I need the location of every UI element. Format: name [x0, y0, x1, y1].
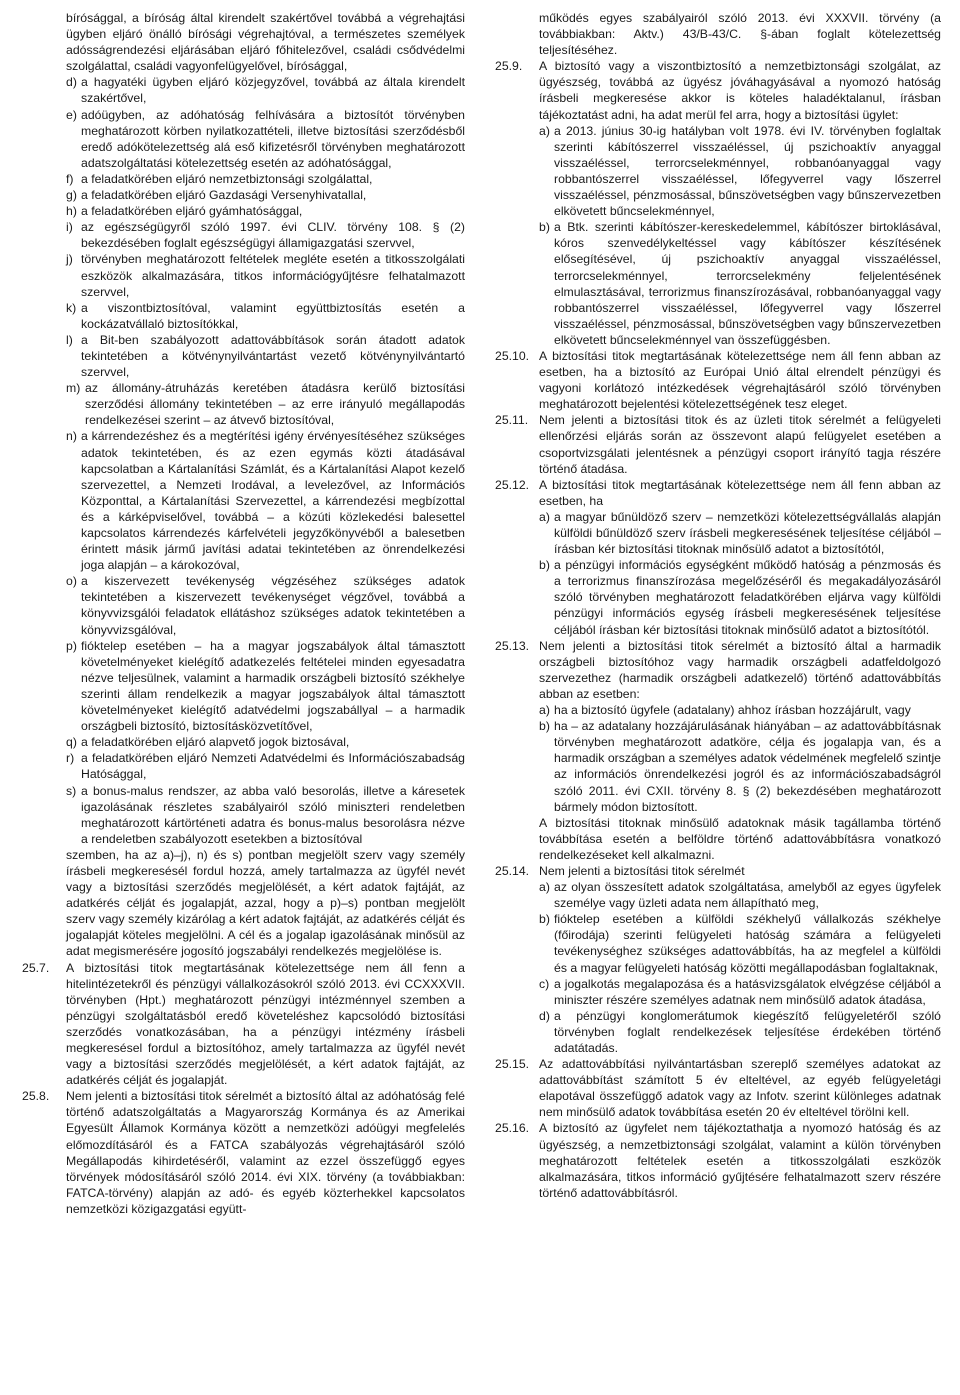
- item-label: f): [66, 171, 74, 186]
- item-text: törvényben meghatározott feltételek megléte esetén a titkosszolgálati eszközök alkalmazására, titkos információgyűjtésre felhatalmazott szervvel,: [81, 252, 465, 299]
- section-number: 25.8.: [22, 1089, 50, 1104]
- section-25-12: [495, 477, 941, 509]
- section-number: 25.9.: [495, 59, 523, 74]
- item-text: a jogalkotás megalapozása és a hatásvizsgálatok elvégzése céljából a miniszter részére személyes adatnak nem minősülő adatok átadása,: [554, 976, 941, 1007]
- left-lead-paragraph: [22, 10, 465, 74]
- list-item-a: [495, 879, 941, 911]
- list-item-q: [22, 734, 465, 750]
- section-number: 25.15.: [495, 1057, 530, 1072]
- right-lead-paragraph: [495, 10, 941, 58]
- list-item-n: [22, 428, 465, 573]
- item-label: a): [539, 123, 550, 138]
- list-item-b: [495, 557, 941, 637]
- item-text: az egészségügyről szóló 1997. évi CLIV. törvény 108. § (2) bekezdésében foglalt egészségügyi államigazgatási szervvel,: [81, 220, 465, 251]
- item-text: a 2013. június 30-ig hatályban volt 1978. évi IV. törvényben foglaltak szerinti kábítószerrel visszaéléssel, új pszichoaktív anyaggal visszaéléssel, terrorcselekménnyel, robbanóanyaggal vagy robbantószerrel visszaéléssel, lőfegyverrel vagy lőszerrel visszaéléssel, pénzmosással, bűnszövetségben vagy bűnszervezetben elkövetett bűncselekménnyel,: [554, 123, 941, 219]
- list-item-b: [495, 911, 941, 975]
- section-number: 25.13.: [495, 638, 530, 653]
- item-label: r): [66, 751, 75, 766]
- item-text: fióktelep esetében – ha a magyar jogszabályok által támasztott követelményeket kielégítő adatkezelés feltételei minden egyesadatra nézve teljesülnek, valamint a harmadik országbeli biztosító székhelye szerinti állam rendelkezik a magyar jogszabályok által támasztott követelményeket kielégítő adatvédelmi jogszabállyal – a harmadik országbeli biztosító, biztosításközvetítővel,: [81, 638, 465, 734]
- item-text: a viszontbiztosítóval, valamint együttbiztosítás esetén a kockázatvállaló biztosítókkal,: [81, 300, 465, 331]
- section-text: A biztosítási titok megtartásának kötelezettsége nem áll fenn abban az esetben, ha a biztosító az Európai Unió által elrendelt pénzügyi és vagyoni korlátozó intézkedések végrehajtásáról szóló törvényben meghatározott bejelentési kötelezettségének tesz eleget.: [539, 348, 941, 412]
- item-text: a pénzügyi információs egységként működő hatóság a pénzmosás és a terrorizmus finanszírozása megelőzéséről és megakadályozásáról szóló törvényben meghatározott feladatkörében eljárva vagy külföldi pénzügyi információs egység írásbeli megkeresésének teljesítése céljából írásban kér biztosítási titoknak minősülő adatot a biztosítótól.: [554, 558, 941, 637]
- list-item-a: [495, 123, 941, 220]
- section-text: Az adattovábbítási nyilvántartásban szereplő személyes adatokat az adattovábbítást számított 5 év elteltével, az egyéb felügyeletági elapotával összefüggő adatok vagy az Infotv. szerint különleges adatnak nem minősülő adatok továbbítása esetén 20 év elteltével törölni kell.: [539, 1057, 941, 1120]
- item-label: l): [66, 332, 73, 347]
- list-item-f: [22, 171, 465, 187]
- item-text: a kiszervezett tevékenység végzéséhez szükséges adatok tekintetében a kiszervezett tevékenységet végzővel, továbbá a könyvvizsgálói feladatok ellátáshoz szükséges adatok tekintetében a könyvvizsgálóval,: [81, 574, 465, 637]
- item-text: a feladatkörében eljáró Nemzeti Adatvédelmi és Információszabadság Hatósággal,: [81, 751, 465, 782]
- list-item-i: [22, 219, 465, 251]
- list-item-d: [22, 74, 465, 106]
- section-25-13: [495, 638, 941, 702]
- list-item-l: [22, 332, 465, 380]
- section-25-16: [495, 1120, 941, 1200]
- section-number: 25.16.: [495, 1121, 530, 1136]
- item-text: a Bit-ben szabályozott adattovábbítások során átadott adatok tekintetében a kötvénynyilvántartást vezető kötvénynyilvántartó szervvel,: [81, 332, 465, 380]
- item-text: a kárrendezéshez és a megtérítési igény érvényesítéséhez szükséges adatok tekintetében, és az ezen egymás közti átadásával kapcsolatban a Kártalanítási Számlát, és a Kártalanítási Alapot kezelő szervezettel, a Nemzeti Irodával, a levelezővel, az Információs Központtal, a Kártalanítási Szervezettel, a kárrendezési megbízottal és a kárképviselővel, továbbá – a közúti közlekedési balesettel kapcsolatos kárrendezés kárfelvételi jegyzőkönyvéből a balesetben érintett másik jármű javítási adatai tekintetében az önrendelkezési joga alapján – a károkozóval,: [81, 429, 465, 573]
- list-item-p: [22, 638, 465, 735]
- section-25-10: [495, 348, 941, 412]
- section-text: A biztosító az ügyfelet nem tájékoztathatja a nyomozó hatóság és az ügyészség, a nemzetbiztonsági szolgálat, valamint a külön törvényben meghatározott feltételek esetén a titkosszolgálati eszközök alkalmazására, titkos információ gyűjtésére felhatalmazott szerv részére történő adattovábbításról.: [539, 1121, 941, 1200]
- right-column: [495, 10, 941, 1201]
- item-text: a feladatkörében eljáró alapvető jogok biztosával,: [81, 735, 350, 750]
- item-text: a magyar bűnüldöző szerv – nemzetközi kötelezettségvállalás alapján külföldi bűnüldöző szerv írásbeli megkeresésének teljesítése céljából – írásban kér biztosítási titoknak minősülő adatot a biztosítótól,: [554, 509, 941, 557]
- section-text: Nem jelenti a biztosítási titok sérelmét: [539, 863, 745, 878]
- item-label: c): [539, 976, 550, 991]
- section-text: Nem jelenti a biztosítási titok sérelmét a biztosító által a harmadik országbeli biztosítóhoz vagy harmadik országbeli adatfeldolgozó szervezethez (harmadik országbeli adatkezelő) történő adattovábbítás abban az esetben:: [539, 638, 941, 701]
- section-number: 25.11.: [495, 413, 529, 428]
- item-text: az olyan összesített adatok szolgáltatása, amelyből az egyes ügyfelek személye vagy üzleti adata nem állapítható meg,: [554, 880, 941, 911]
- item-label: d): [539, 1008, 550, 1023]
- item-text: a feladatkörében eljáró nemzetbiztonsági szolgálattal,: [81, 171, 373, 186]
- section-number: 25.12.: [495, 477, 530, 492]
- item-text: adóügyben, az adóhatóság felhívására a biztosítót törvényben meghatározott körben nyilatkozattételi, illetve biztosítási szerződésből eredő adókötelezettség alá eső kifizetésről törvényben meghatározott adatszolgáltatási kötelezettség esetén az adóhatósággal,: [81, 107, 465, 170]
- item-text: a bonus-malus rendszer, az abba való besorolás, illetve a káresetek igazolásának részletes szabályairól szóló miniszteri rendeletben meghatározott kártörténeti adatra és bonus-malus besorolásra nézve a rendeletben szabályozott esetekben a biztosítóval: [81, 783, 465, 846]
- item-label: e): [66, 107, 77, 122]
- section-25-15: [495, 1056, 941, 1120]
- item-label: b): [539, 912, 550, 927]
- list-item-h: [22, 203, 465, 219]
- list-item-a: [495, 509, 941, 557]
- list-item-g: [22, 187, 465, 203]
- item-text: fióktelep esetében a külföldi székhelyű vállalkozás székhelye (főirodája) szerinti felügyeleti hatóság számára a felügyeleti tevékenységhez szükséges adattovábbítás, ha az megfelel a külföldi és a magyar felügyeleti hatóság közötti megállapodásban foglaltaknak,: [554, 912, 941, 975]
- item-label: a): [539, 703, 550, 718]
- section-text: A biztosítási titok megtartásának kötelezettsége nem áll fenn abban az esetben, ha: [539, 477, 941, 508]
- item-text: a feladatkörében eljáró gyámhatósággal,: [81, 204, 303, 219]
- list-item-b: [495, 718, 941, 815]
- item-text: a pénzügyi konglomerátumok kiegészítő felügyeletéről szóló törvényben foglalt rendelkezések teljesítése érdekében történő adatátadás.: [554, 1008, 941, 1055]
- section-text: A biztosítási titoknak minősülő adatoknak másik tagállamba történő továbbítása esetén a belföldre történő adattovábbításra vonatkozó rendelkezéseket kell alkalmazni.: [539, 815, 941, 862]
- section-text: A biztosító vagy a viszontbiztosító a nemzetbiztonsági szolgálat, az ügyészség, továbbá az ügyész jóváhagyásával a nyomozó hatóság írásbeli megkeresése akkor is köteles haladéktalanul, írásban tájékoztatást adni, ha adat merül fel arra, hogy a biztosítási ügylet:: [539, 59, 941, 122]
- section-text: A biztosítási titok megtartásának kötelezettsége nem áll fenn a hitelintézetekről és pénzügyi vállalkozásokról szóló 2013. évi CCXXXVII. törvényben (Hpt.) meghatározott pénzügyi intézménnyel szemben a pénzügyi szolgáltatásból eredő követeléshez kapcsolódó biztosítási szerződés vonatkozásában, ha a pénzügyi intézmény írásbeli megkeresésel fordul a biztosítóhoz, amely tartalmazza az ügyfél nevét vagy a biztosítási szerződés megjelölését, a kért adatok fajtáját, az adatkérés célját és jogalapját.: [66, 960, 465, 1088]
- list-item-s: [22, 783, 465, 847]
- section-25-7: [22, 960, 465, 1089]
- item-label: k): [66, 300, 77, 315]
- section-25-13-after: [495, 815, 941, 863]
- section-25-8: [22, 1088, 465, 1217]
- item-label: b): [539, 220, 550, 235]
- item-text: az állomány-átruházás keretében átadásra kerülő biztosítási szerződési állomány tekintetében – az erre irányuló megállapodás rendelkezései szerint – az átvevő biztosítóval,: [85, 381, 465, 428]
- item-label: s): [66, 783, 77, 798]
- item-label: b): [539, 558, 550, 573]
- item-label: j): [66, 252, 73, 267]
- item-text: a hagyatéki ügyben eljáró közjegyzővel, továbbá az általa kirendelt szakértővel,: [81, 75, 465, 106]
- item-label: o): [66, 574, 77, 589]
- item-label: m): [66, 381, 81, 396]
- list-item-r: [22, 750, 465, 782]
- section-number: 25.7.: [22, 960, 50, 975]
- list-item-b: [495, 219, 941, 348]
- left-column: [22, 10, 465, 1217]
- section-25-9: [495, 58, 941, 122]
- left-lead-text: bírósággal, a bíróság által kirendelt szakértővel továbbá a végrehajtási ügyben eljáró önálló bírósági végrehajtóval, a természetes személyek adósságrendezési eljárásában eljáró főhitelezővel, családi csődvédelmi szolgálattal, családi vagyonfelügyelővel, bírósággal,: [66, 11, 465, 74]
- section-text: Nem jelenti a biztosítási titok sérelmét a biztosító által az adóhatóság felé történő adatszolgáltatás a Magyarország Kormánya és az Amerikai Egyesült Államok Kormánya között a nemzetközi adóügyi megfelelés előmozdításáról és a FATCA szabályozás végrehajtásáról szóló Megállapodás kihirdetéséről, valamint az ezzel összefüggő egyes törvények módosításáról szóló 2014. évi XIX. törvény (a továbbiakban: FATCA-törvény) alapján az adó- és egyéb közterhekkel kapcsolatos nemzetközi közigazgatási együtt-: [66, 1089, 465, 1216]
- item-text: ha – az adatalany hozzájárulásának hiányában – az adattovábbításnak törvényben meghatározott adatköre, célja és jogalapja van, és a harmadik országban a személyes adatok védelmének megfelelő szintje az információs önrendelkezési jogról és az információszabadságról szóló 2011. évi CXII. törvény 8. § (2) bekezdésében meghatározott bármely módon biztosított.: [554, 719, 941, 814]
- item-label: p): [66, 638, 77, 653]
- item-label: i): [66, 220, 73, 235]
- right-lead-text: működés egyes szabályairól szóló 2013. évi XXXVII. törvény (a továbbiakban: Aktv.) 43/B-43/C. §-ában foglalt kötelezettség teljesítéséhez.: [539, 11, 941, 58]
- section-text: Nem jelenti a biztosítási titok és az üzleti titok sérelmét a felügyeleti ellenőrzési eljárás során az összevont alapú felügyelet esetében a csoportvizsgálati jelentésnek a pénzügyi csoport irányító tagja részére történő átadása.: [539, 413, 941, 476]
- list-item-j: [22, 251, 465, 299]
- item-label: h): [66, 204, 77, 219]
- section-number: 25.10.: [495, 348, 530, 363]
- list-item-a: [495, 702, 941, 718]
- list-item-k: [22, 300, 465, 332]
- section-25-11: [495, 412, 941, 476]
- item-label: b): [539, 719, 550, 734]
- item-text: a Btk. szerinti kábítószer-kereskedelemmel, kábítószer birtoklásával, kóros szenvedélykeltéssel vagy kábítószer készítésének elősegítésével, új pszichoaktív anyaggal visszaéléssel, terrorcselekménnyel, terrorcselekmény feljelentésének elmulasztásával, terrorizmus finanszírozásával, robbanóanyaggal vagy robbantószerrel visszaéléssel, lőfegyverrel vagy lőszerrel visszaéléssel, pénzmosással, bűnszövetségben vagy bűnszervezetben elkövetett bűncselekménnyel van összefüggésben.: [554, 220, 941, 347]
- item-label: n): [66, 429, 77, 444]
- list-item-d: [495, 1008, 941, 1056]
- left-tail-paragraph: [22, 847, 465, 960]
- list-item-o: [22, 573, 465, 637]
- section-number: 25.14.: [495, 863, 530, 878]
- item-text: ha a biztosító ügyfele (adatalany) ahhoz írásban hozzájárult, vagy: [554, 703, 911, 718]
- section-25-14: [495, 863, 941, 879]
- list-item-c: [495, 976, 941, 1008]
- item-label: a): [539, 509, 550, 524]
- list-item-e: [22, 107, 465, 171]
- item-text: a feladatkörében eljáró Gazdasági Versenyhivatallal,: [81, 188, 367, 203]
- item-label: q): [66, 735, 77, 750]
- item-label: d): [66, 75, 77, 90]
- item-label: g): [66, 188, 77, 203]
- left-tail-text: szemben, ha az a)–j), n) és s) pontban megjelölt szerv vagy személy írásbeli megkeresésél fordul hozzá, amely tartalmazza az ügyfél nevét vagy a biztosítási szerződés megjelölését, a kért adatok fajtáját, az adatkérés célját és jogalapját, azzal, hogy a p)–s) pontban megjelölt szerv vagy személy kizárólag a kért adatok fajtáját, az adatkérés célját és jogalapját köteles megjelölni. A cél és a jogalap igazolásának minősül az adat megismerésére jogosító jogszabályi rendelkezés megjelölése is.: [66, 847, 465, 959]
- item-label: a): [539, 880, 550, 895]
- list-item-m: [22, 380, 465, 428]
